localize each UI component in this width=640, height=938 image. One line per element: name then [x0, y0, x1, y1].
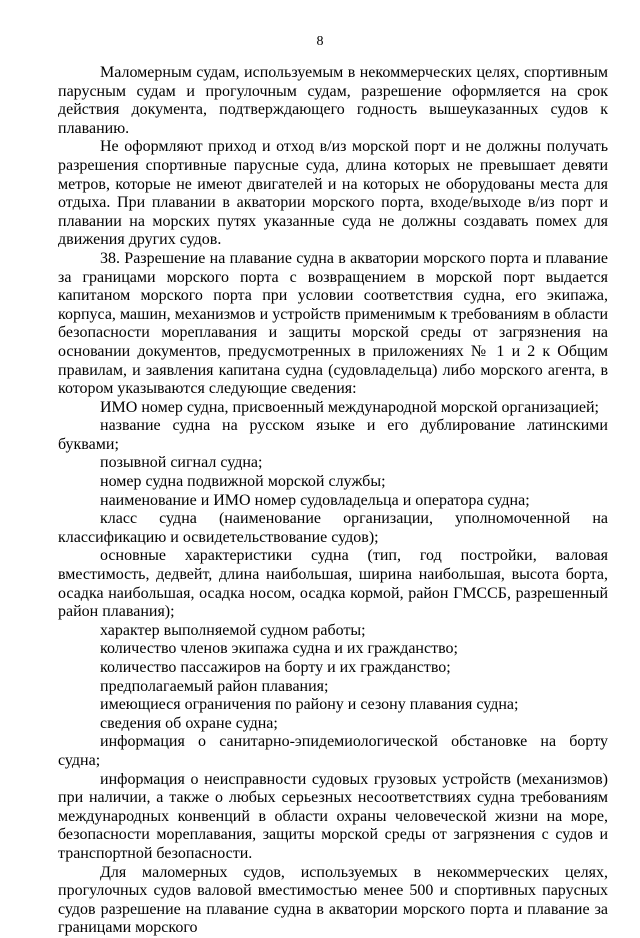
list-item: характер выполняемой судном работы;	[100, 621, 366, 639]
list-item: сведения об охране судна;	[100, 714, 278, 732]
document-body	[58, 64, 608, 938]
list-item: ИМО номер судна, присвоенный международной морской организацией;	[100, 398, 599, 416]
list-item: номер судна подвижной морской службы;	[100, 473, 386, 491]
list-item: количество членов экипажа судна и их гражданство;	[100, 640, 458, 658]
paragraph-item-38-permit: 38. Разрешение на плавание судна в акватории морского порта и плавание за границами морского порта с возвращением в морской порт выдается капитаном морского порта при условии соответствия судна, его экипажа, корпуса, машин, механизмов и устройств применимым к требованиям в области безопасности мореплавания и защиты морской среды от загрязнения на основании документов, предусмотренных в приложениях № 1 и 2 к Общим правилам, и заявления капитана судна (судовладельца) либо морского агента, в котором указываются следующие сведения:	[58, 249, 608, 398]
list-item: позывной сигнал судна;	[100, 454, 263, 472]
list-item: название судна на русском языке и его дублирование латинскими буквами;	[58, 417, 608, 453]
paragraph-sailing-vessels-exemption: Не оформляют приход и отход в/из морской порт и не должны получать разрешения спортивные парусные суда, длина которых не превышает девяти метров, которые не имеют двигателей и на которых не оборудованы места для отдыха. При плавании в акватории морского порта, входе/выходе в/из порт и плавании на морских путях указанные суда не должны создавать помех для движения других судов.	[58, 138, 608, 249]
page-number: 8	[316, 34, 324, 49]
paragraph-small-vessels-port-permit: Для маломерных судов, используемых в некоммерческих целях, прогулочных судов валовой вместимостью менее 500 и спортивных парусных судов разрешение на плавание судна в акватории морского порта и плавание за границами морского	[58, 863, 608, 937]
list-item: информация о санитарно-эпидемиологической обстановке на борту судна;	[58, 733, 608, 769]
list-item: наименование и ИМО номер судовладельца и оператора судна;	[100, 491, 530, 509]
list-item: основные характеристики судна (тип, год постройки, валовая вместимость, дедвейт, длина наибольшая, ширина наибольшая, высота борта, осадка наибольшая, осадка носом, осадка кормой, район ГМССБ, разрешенный район плавания);	[58, 547, 608, 621]
list-item: информация о неисправности судовых грузовых устройств (механизмов) при наличии, а также о любых серьезных несоответствиях судна требованиям международных конвенций в области охраны человеческой жизни на море, безопасности мореплавания, защиты морской среды от загрязнения с судов и транспортной безопасности.	[58, 770, 608, 862]
list-item: количество пассажиров на борту и их гражданство;	[100, 659, 451, 676]
list-item: имеющиеся ограничения по району и сезону плавания судна;	[100, 696, 519, 714]
list-item: класс судна (наименование организации, уполномоченной на классификацию и освидетельствование судов);	[58, 510, 608, 546]
paragraph-small-vessels-permit-term: Маломерным судам, используемым в некоммерческих целях, спортивным парусным судам и прогулочным судам, разрешение оформляется на срок действия документа, подтверждающего годность вышеуказанных судов к плаванию.	[58, 64, 608, 137]
list-item: предполагаемый район плавания;	[100, 677, 329, 695]
